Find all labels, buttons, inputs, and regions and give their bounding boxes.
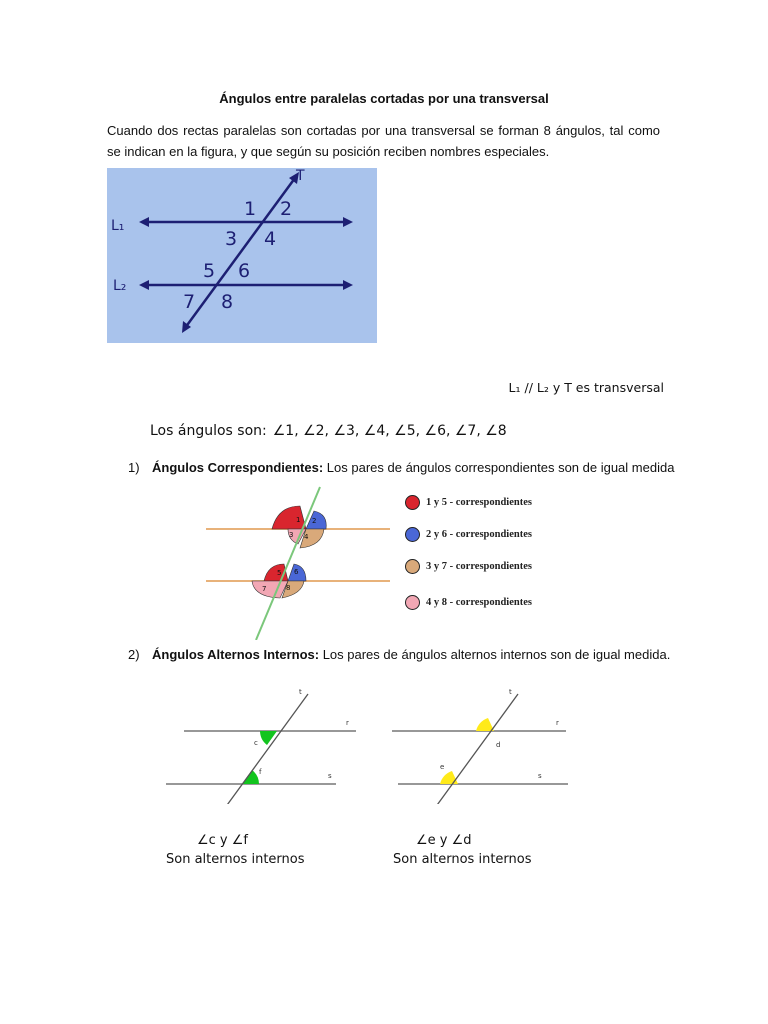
- section-corresponding: [128, 460, 675, 475]
- caption-a-angles: ∠c y ∠f: [197, 833, 248, 848]
- caption-a-text: Son alternos internos: [166, 852, 305, 867]
- caption-b-text: Son alternos internos: [393, 852, 532, 867]
- angle-label-8: 8: [221, 291, 234, 313]
- legend-dot-red: [405, 495, 420, 510]
- section-alternate-interior: [128, 647, 670, 662]
- corresponding-angles-figure: [200, 484, 390, 640]
- corr-angle-1: [272, 506, 306, 529]
- caption-b-angles: ∠e y ∠d: [416, 833, 472, 848]
- angles-list-values: ∠1, ∠2, ∠3, ∠4, ∠5, ∠6, ∠7, ∠8: [272, 423, 507, 439]
- section-1-text: Los pares de ángulos correspondientes son de igual medida: [323, 460, 675, 475]
- corr-label-5: 5: [277, 569, 282, 577]
- alternate-figure-b: [388, 684, 570, 804]
- line-l2-label: L₂: [113, 278, 127, 294]
- corr-label-8: 8: [286, 584, 291, 592]
- angle-label-2: 2: [280, 198, 293, 220]
- angle-label-1: 1: [244, 198, 257, 220]
- corr-label-7: 7: [262, 585, 267, 593]
- legend-label: 4 y 8 - correspondientes: [426, 596, 532, 608]
- corresponding-angles-diagram: [200, 484, 390, 640]
- section-2-number: 2): [128, 647, 140, 662]
- alt-a-label-c: c: [254, 739, 258, 747]
- legend-dot-blue: [405, 527, 420, 542]
- corr-label-1: 1: [296, 516, 301, 524]
- legend-label: 1 y 5 - correspondientes: [426, 496, 532, 508]
- parallel-lines-diagram: [107, 168, 377, 343]
- corr-label-2: 2: [312, 517, 317, 525]
- alternate-diagram-b: [388, 684, 570, 804]
- parallel-lines-figure: [107, 168, 377, 343]
- alt-b-label-s: s: [538, 772, 542, 780]
- alternate-figure-a: [160, 684, 360, 804]
- legend-dot-tan: [405, 559, 420, 574]
- alt-b-label-e: e: [440, 763, 445, 771]
- corresponding-legend: [405, 489, 585, 619]
- alt-a-angle-c: [260, 731, 277, 745]
- alt-b-angle-e: [440, 771, 458, 784]
- section-2-text: Los pares de ángulos alternos internos son de igual medida.: [319, 647, 671, 662]
- angles-list-label: Los ángulos son:: [150, 423, 267, 439]
- angles-list: [150, 423, 507, 439]
- section-2-heading: Ángulos Alternos Internos:: [152, 647, 320, 662]
- legend-item: [405, 524, 532, 544]
- parallel-note: L₁ // L₂ y T es transversal: [508, 380, 664, 395]
- page-title: Ángulos entre paralelas cortadas por una transversal: [219, 91, 549, 106]
- intro-paragraph: Cuando dos rectas paralelas son cortadas por una transversal se forman 8 ángulos, tal como se indican en la figura, y que según su posición reciben nombres especiales.: [107, 123, 660, 159]
- alt-b-transversal: [432, 694, 518, 804]
- alt-b-label-r: r: [556, 719, 559, 727]
- alt-a-label-f: f: [259, 768, 262, 776]
- alternate-diagram-a: [160, 684, 360, 804]
- legend-dot-pink: [405, 595, 420, 610]
- corr-label-4: 4: [304, 533, 309, 541]
- alt-b-label-d: d: [496, 741, 501, 749]
- legend-label: 3 y 7 - correspondientes: [426, 560, 532, 572]
- angle-label-3: 3: [225, 228, 238, 250]
- angle-label-7: 7: [183, 291, 196, 313]
- alt-b-angle-d: [476, 718, 494, 731]
- legend-label: 2 y 6 - correspondientes: [426, 528, 532, 540]
- legend-item: [405, 592, 532, 612]
- alt-a-label-t: t: [299, 688, 302, 696]
- corr-label-3: 3: [289, 531, 294, 539]
- figure-background: [107, 168, 377, 343]
- line-l1-label: L₁: [111, 218, 125, 234]
- transversal-label: T: [296, 168, 305, 184]
- angle-label-4: 4: [264, 228, 277, 250]
- alt-a-transversal: [222, 694, 308, 804]
- alt-a-label-r: r: [346, 719, 349, 727]
- section-1-heading: Ángulos Correspondientes:: [152, 460, 324, 475]
- angle-label-6: 6: [238, 260, 251, 282]
- corr-label-6: 6: [294, 568, 299, 576]
- legend-item: [405, 492, 532, 512]
- alt-b-label-t: t: [509, 688, 512, 696]
- alt-a-label-s: s: [328, 772, 332, 780]
- section-1-number: 1): [128, 460, 140, 475]
- angle-label-5: 5: [203, 260, 216, 282]
- legend-item: [405, 556, 532, 576]
